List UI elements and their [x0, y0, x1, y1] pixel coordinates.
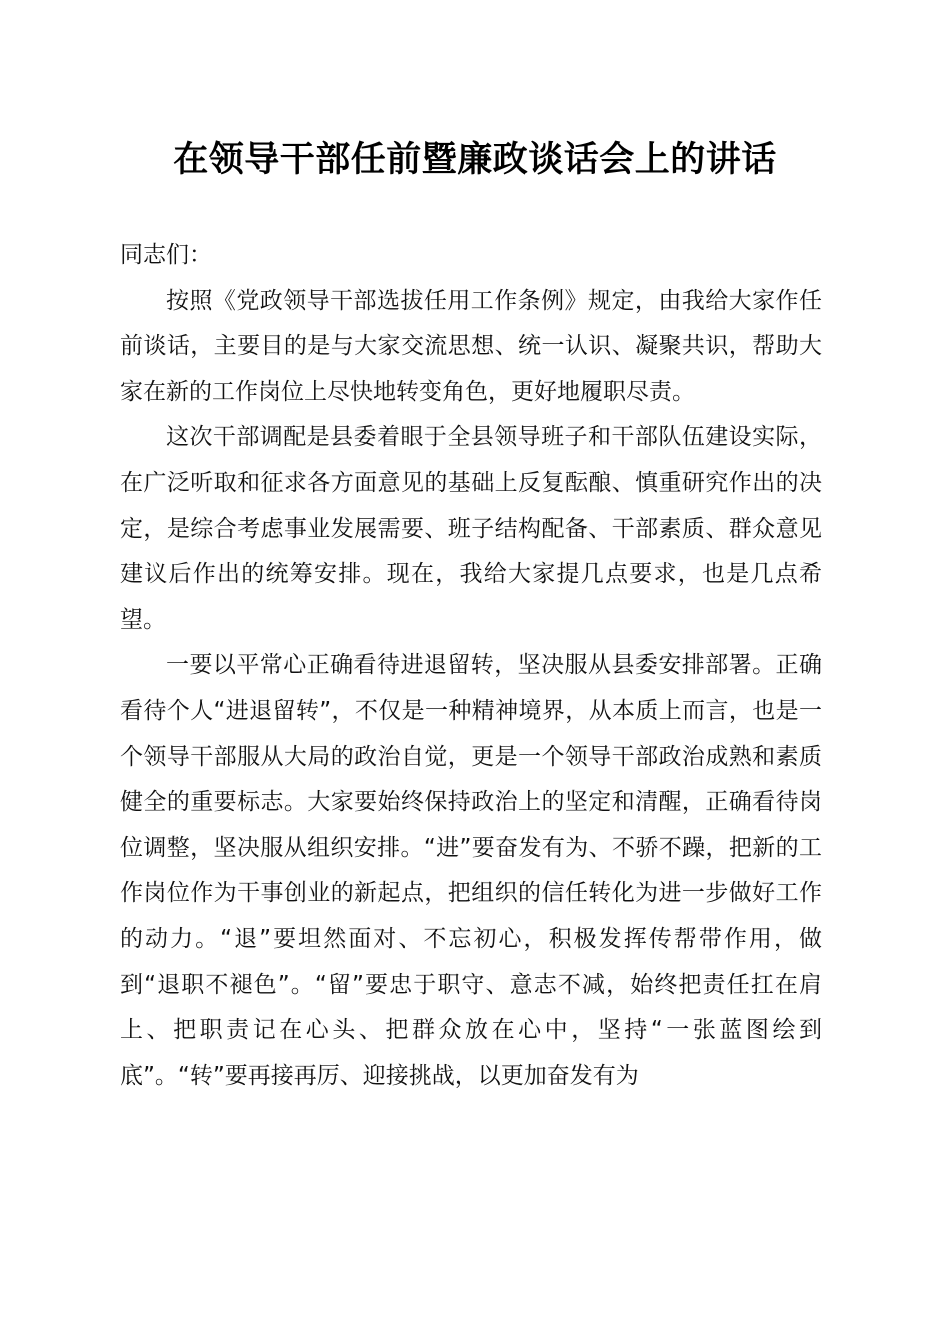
document-title: 在领导干部任前暨廉政谈话会上的讲话 — [173, 139, 777, 180]
paragraph-2: 这次干部调配是县委着眼于全县领导班子和干部队伍建设实际，在广泛听取和征求各方面意见的基础上反复酝酿、慎重研究作出的决定，是综合考虑事业发展需要、班子结构配备、干部素质、群众意见建议后作出的统筹安排。现在，我给大家提几点要求，也是几点希望。 — [120, 424, 822, 633]
paragraph-1: 按照《党政领导干部选拔任用工作条例》规定，由我给大家作任前谈话，主要目的是与大家交流思想、统一认识、凝聚共识，帮助大家在新的工作岗位上尽快地转变角色，更好地履职尽责。 — [120, 287, 822, 405]
salutation: 同志们： — [120, 242, 212, 268]
document-body — [120, 233, 822, 1099]
paragraph-3: 一要以平常心正确看待进退留转，坚决服从县委安排部署。正确看待个人“进退留转”，不仅是一种精神境界，从本质上而言，也是一个领导干部服从大局的政治自觉，更是一个领导干部政治成熟和素质健全的重要标志。大家要始终保持政治上的坚定和清醒，正确看待岗位调整，坚决服从组织安排。“进”要奋发有为、不骄不躁，把新的工作岗位作为干事创业的新起点，把组织的信任转化为进一步做好工作的动力。“退”要坦然面对、不忘初心，积极发挥传帮带作用，做到“退职不褪色”。“留”要忠于职守、意志不减，始终把责任扛在肩上、把职责记在心头、把群众放在心中，坚持“一张蓝图绘到底”。“转”要再接再厉、迎接挑战，以更加奋发有为 — [120, 652, 822, 1089]
